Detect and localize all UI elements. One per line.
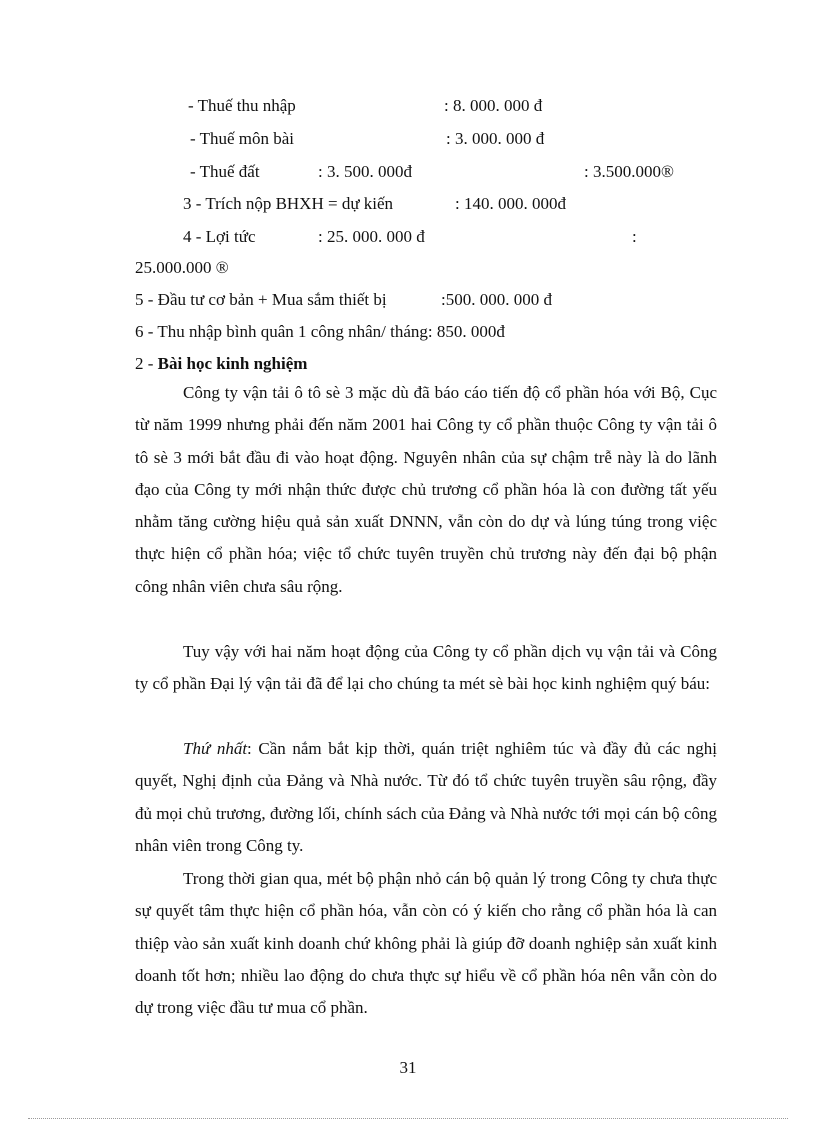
paragraph-3: [135, 733, 717, 862]
section-title: Bài học kinh nghiệm: [157, 354, 308, 373]
section-number: 2 -: [135, 354, 154, 373]
paragraph-2: [135, 636, 717, 701]
paragraph-3-lead: Thứ nhất: [183, 739, 248, 758]
tax-land-extra: : 3.500.000®: [584, 162, 674, 181]
loi-tuc-label: 4 - Lợi tức: [183, 227, 256, 246]
loi-tuc-extra: 25.000.000 ®: [135, 258, 229, 277]
dau-tu-value: :500. 000. 000 đ: [441, 290, 552, 309]
tax-license-value: : 3. 000. 000 đ: [446, 129, 545, 148]
tax-income-label: - Thuế thu nhập: [188, 96, 296, 115]
tax-income-value: : 8. 000. 000 đ: [444, 96, 543, 115]
paragraph-4-text: Trong thời gian qua, mét bộ phận nhỏ cán bộ quản lý trong Công ty chưa thực sự quyết tâm thực hiện cổ phần hóa, vẫn còn có ý kiến cho rằng cổ phần hóa là can thiệp vào sản xuất kinh doanh chứ không phải là giúp đỡ doanh nghiệp sản xuất kinh doanh tốt hơn; nhiều lao động do chưa thực sự hiểu về cổ phần hóa nên vẫn còn do dự trong việc đầu tư mua cổ phần.: [135, 869, 717, 1018]
bhxh-value: : 140. 000. 000đ: [455, 194, 566, 213]
footer-dotted-rule: [28, 1118, 788, 1119]
page-number: 31: [399, 1058, 417, 1077]
tax-land-value: : 3. 500. 000đ: [318, 162, 412, 181]
section-heading: [135, 353, 307, 375]
paragraph-4: [135, 863, 717, 1024]
paragraph-2-text: Tuy vậy với hai năm hoạt động của Công ty cổ phần dịch vụ vận tải và Công ty cổ phần Đại lý vận tải đã để lại cho chúng ta mét sè bài học kinh nghiệm quý báu:: [135, 642, 717, 694]
tax-land-label: - Thuế đất: [190, 162, 260, 181]
paragraph-3-text: : Cần nắm bắt kịp thời, quán triệt nghiêm túc và đầy đủ các nghị quyết, Nghị định của Đảng và Nhà nước. Từ đó tổ chức tuyên truyền sâu rộng, đầy đủ mọi chủ trương, đường lối, chính sách của Đảng và Nhà nước tới mọi cán bộ công nhân viên trong Công ty.: [135, 739, 718, 855]
tax-license-label: - Thuế môn bài: [190, 129, 295, 148]
dau-tu-label: 5 - Đầu tư cơ bản + Mua sắm thiết bị: [135, 290, 387, 309]
thu-nhap-line: 6 - Thu nhập bình quân 1 công nhân/ tháng: 850. 000đ: [135, 322, 505, 341]
loi-tuc-colon: :: [632, 227, 637, 246]
paragraph-1-text: Công ty vận tải ô tô sè 3 mặc dù đã báo cáo tiến độ cổ phần hóa với Bộ, Cục từ năm 1999 nhưng phải đến năm 2001 hai Công ty cổ phần thuộc Công ty vận tải ô tô sè 3 mới bắt đầu đi vào hoạt động. Nguyên nhân của sự chậm trễ này là do lãnh đạo của Công ty mới nhận thức được chủ trương cổ phần hóa là con đường tất yếu nhằm tăng cường hiệu quả sản xuất DNNN, vẫn còn do dự và lúng túng trong việc thực hiện cổ phần hóa; việc tổ chức tuyên truyền chủ trương này đến đại bộ phận công nhân viên chưa sâu rộng.: [135, 383, 717, 596]
paragraph-1: [135, 377, 717, 603]
bhxh-label: 3 - Trích nộp BHXH = dự kiến: [183, 194, 394, 213]
loi-tuc-value: : 25. 000. 000 đ: [318, 227, 425, 246]
